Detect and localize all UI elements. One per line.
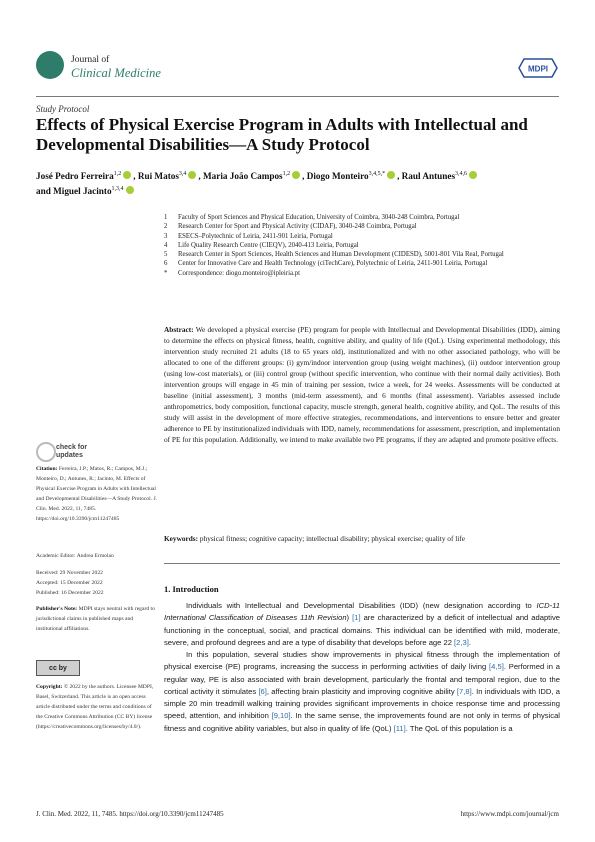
affiliation-text: Center for Innovative Care and Health Technology (ciTechCare), Polytechnic of Leiria, 2411-901 Leiria, Portugal: [178, 260, 488, 268]
citation: [36, 465, 158, 524]
keywords-text: physical fitness; cognitive capacity; intellectual disability; physical exercise; quality of life: [199, 534, 465, 543]
author-name: Raul Antunes: [401, 171, 456, 182]
affiliation-item: [164, 222, 564, 231]
text-run: . The QoL of this population is a: [405, 723, 513, 733]
copyright-text: © 2022 by the authors. Licensee MDPI, Basel, Switzerland. This article is an open access article distributed under the terms and conditions of the Creative Commons Attribution (CC BY) license (https://creativecommons.org/licenses/by/4.0/).: [36, 684, 154, 730]
affiliation-item: [164, 241, 564, 250]
author-list: José Pedro Ferreira$^{1,2}$ , Rui Matos$^{3,4}$ , Maria João Campos$^{1,2}$ , Diogo Monteiro$^{3,4,5,*}$ , Raul Antunes$^{3,4,6}$ and Miguel Jacinto$^{1,3,4}$: [36, 168, 571, 198]
affiliation-text: Correspondence: diogo.monteiro@ipleiria.pt: [178, 269, 300, 277]
copyright-label: Copyright:: [36, 684, 63, 690]
abstract-label: Abstract:: [164, 325, 194, 334]
orcid-icon[interactable]: [123, 171, 131, 179]
orcid-icon[interactable]: [387, 171, 395, 179]
text-run: . In the same sense, the improvements found are not only in terms of physical fitness and cognitive ability variables, but also in quality of life (QoL): [164, 711, 560, 733]
copyright: [36, 683, 158, 733]
academic-editor: Academic Editor: Andrea Ermolao: [36, 553, 114, 559]
affiliation-item: [164, 269, 564, 278]
author-affiliation-sup: 3,4: [178, 171, 187, 177]
affiliation-text: Research Center in Sport Sciences, Health Sciences and Human Development (CIDESD), 5001-801 Vila Real, Portugal: [178, 251, 504, 259]
affiliation-number: 2: [164, 223, 168, 231]
keywords: [164, 533, 560, 544]
affiliation-number: 4: [164, 241, 168, 249]
affiliation-number: *: [164, 269, 168, 277]
affiliation-number: 3: [164, 232, 168, 240]
cc-badge-text: cc by: [49, 664, 67, 672]
affiliation-item: [164, 232, 564, 241]
abstract-text: We developed a physical exercise (PE) program for people with Intellectual and Developmental Disabilities (IDD), aiming to determine the effects on physical fitness, health, cognitive ability, and quality of life (QoL). Using experimental methodology, this intervention study recruited 21 adults (18 to 65 years old), institutionalized and with no other associated pathology, who will be allocated to one of the different groups: (i) gym/indoor intervention group (using weight machines), (ii) outdoor intervention group (using low-cost materials), or (iii) control group (without specific intervention, who continue with their normal daily activities). Both intervention groups will engage in 45 min of training per session, twice a week, for 24 weeks. Assessments will be conducted at baseline (initial assessment), 3 months (mid-term assessment), and 6 months (final assessment). Variables assessed include anthropometrics, body composition, functional capacity, muscle strength, general health, cognitive ability, and QoL. The results of this study will assist in the development of more effective strategies, recommendations, and interventions to ensure better and greater adherence to PE by institutionalized individuals with IDD, namely, recommendations for assessment, prescription, and implementation of PE for this population. Additionally, we intend to make available two PE programs, if they are adapted and promote positive effects.: [164, 325, 560, 445]
affiliation-text: Faculty of Sport Sciences and Physical Education, University of Coimbra, 3040-248 Coimbra, Portugal: [178, 214, 460, 221]
text-run: . Performed in a regular way, PE is also associated with brain development, particularly the frontal and temporal region, due to the cortical activity it stimulates: [164, 662, 560, 696]
publisher-note-text: MDPI stays neutral with regard to jurisdictional claims in published maps and institutional affiliations.: [36, 606, 155, 632]
affiliation-item: [164, 250, 564, 259]
italic-text: ICD-11 International Classification of Diseases 11th Revision: [164, 601, 560, 623]
mdpi-logo-icon: [518, 58, 558, 78]
body-paragraph: [164, 600, 560, 649]
affiliation-text: Life Quality Research Centre (CIEQV), 2040-413 Leiria, Portugal: [178, 241, 359, 249]
check-for-updates-label[interactable]: check for updates: [56, 444, 88, 459]
footer-url[interactable]: https://www.mdpi.com/journal/jcm: [460, 810, 559, 818]
author-affiliation-sup: 1,3,4: [111, 186, 124, 193]
author-affiliation-sup: 1,2: [282, 171, 291, 177]
check-for-updates-icon[interactable]: [36, 442, 56, 462]
received-date: Received: 29 November 2022: [36, 570, 103, 576]
affiliation-text: ESECS–Polytechnic of Leiria, 2411-901 Leiria, Portugal: [178, 232, 333, 240]
affiliation-number: 1: [164, 214, 168, 221]
publisher-note-label: Publisher's Note:: [36, 606, 78, 612]
author-affiliation-sup: 3,4,5,*: [368, 171, 386, 177]
article-type: Study Protocol: [36, 104, 90, 114]
text-run: ): [346, 613, 353, 623]
keywords-label: Keywords:: [164, 534, 199, 543]
abstract-divider: [164, 563, 560, 564]
author-affiliation-sup: 3,4,6: [455, 171, 468, 177]
affiliation-number: 6: [164, 260, 168, 268]
cc-by-license-icon[interactable]: [36, 660, 80, 676]
author-name: Rui Matos: [137, 171, 179, 182]
reference-link[interactable]: [6]: [258, 686, 267, 696]
text-run: Individuals with Intellectual and Developmental Disabilities (IDD) (new designation according to: [186, 601, 537, 610]
author-name: José Pedro Ferreira: [36, 171, 114, 182]
publisher-note: [36, 605, 158, 635]
affiliation-number: 5: [164, 251, 168, 259]
body-paragraph: [164, 649, 560, 735]
accepted-date: Accepted: 15 December 2022: [36, 580, 103, 586]
section-heading: 1. Introduction: [164, 584, 219, 594]
journal-name: Clinical Medicine: [71, 66, 161, 80]
text-run: . In individuals with IDD, a simple 20 min treadmill walking training provides significant improvements in choice response time and processing speed, attention, and inhibition: [164, 686, 560, 721]
published-date: Published: 16 December 2022: [36, 590, 104, 596]
reference-link[interactable]: [11]: [393, 723, 406, 733]
abstract: [164, 324, 560, 446]
header-divider: [36, 96, 559, 97]
reference-link[interactable]: [9,10]: [271, 711, 291, 721]
reference-link[interactable]: [2,3]: [454, 637, 469, 647]
affiliation-text: Research Center for Sport and Physical Activity (CIDAF), 3040-248 Coimbra, Portugal: [178, 223, 417, 231]
citation-label: Citation:: [36, 466, 58, 472]
affiliation-item: [164, 259, 564, 268]
orcid-icon[interactable]: [469, 171, 477, 179]
text-run: are characterized by a deficit of intellectual and adaptive functioning in the conceptual, social, and practical domains. This individual can be identified with mild, moderate, severe, and profound degrees and are a type of disability that develops before age 22: [164, 613, 560, 647]
article-title: Effects of Physical Exercise Program in Adults with Intellectual and Developmental Disabilities—A Study Protocol: [36, 115, 528, 154]
author-name: Maria João Campos: [203, 171, 283, 182]
journal-logo-icon: [36, 51, 64, 79]
affiliations: [164, 213, 564, 278]
reference-link[interactable]: [4,5]: [489, 662, 504, 672]
journal-label: Journal of: [71, 55, 110, 65]
orcid-icon[interactable]: [188, 171, 196, 179]
citation-text: Ferreira, J.P.; Matos, R.; Campos, M.J.; Monteiro, D.; Antunes, R.; Jacinto, M. Effects of Physical Exercise Program in Adults with Intellectual and Developmental Disabilities—A Study Protocol. J. Clin. Med. 2022, 11, 7485. https://doi.org/10.3390/jcm11247485: [36, 466, 158, 522]
affiliation-item: [164, 213, 564, 222]
author-name: and Miguel Jacinto: [36, 186, 112, 197]
reference-link[interactable]: [1]: [352, 613, 361, 623]
author-name: Diogo Monteiro: [306, 171, 369, 182]
text-run: .: [468, 637, 471, 647]
orcid-icon[interactable]: [126, 186, 134, 194]
orcid-icon[interactable]: [292, 171, 300, 179]
text-run: , affecting brain plasticity and improving cognitive ability: [266, 686, 457, 696]
reference-link[interactable]: [7,8]: [456, 686, 472, 696]
text-run: In this population, several studies show improvements in physical fitness through the implementation of physical exercise (PE) programs, increasing the success in performing activities of daily living: [164, 650, 560, 672]
footer-citation: J. Clin. Med. 2022, 11, 7485. https://doi.org/10.3390/jcm11247485: [36, 810, 224, 818]
author-affiliation-sup: 1,2: [113, 171, 122, 177]
body-text: [164, 600, 560, 735]
publisher-logo-text: MDPI: [528, 64, 548, 74]
